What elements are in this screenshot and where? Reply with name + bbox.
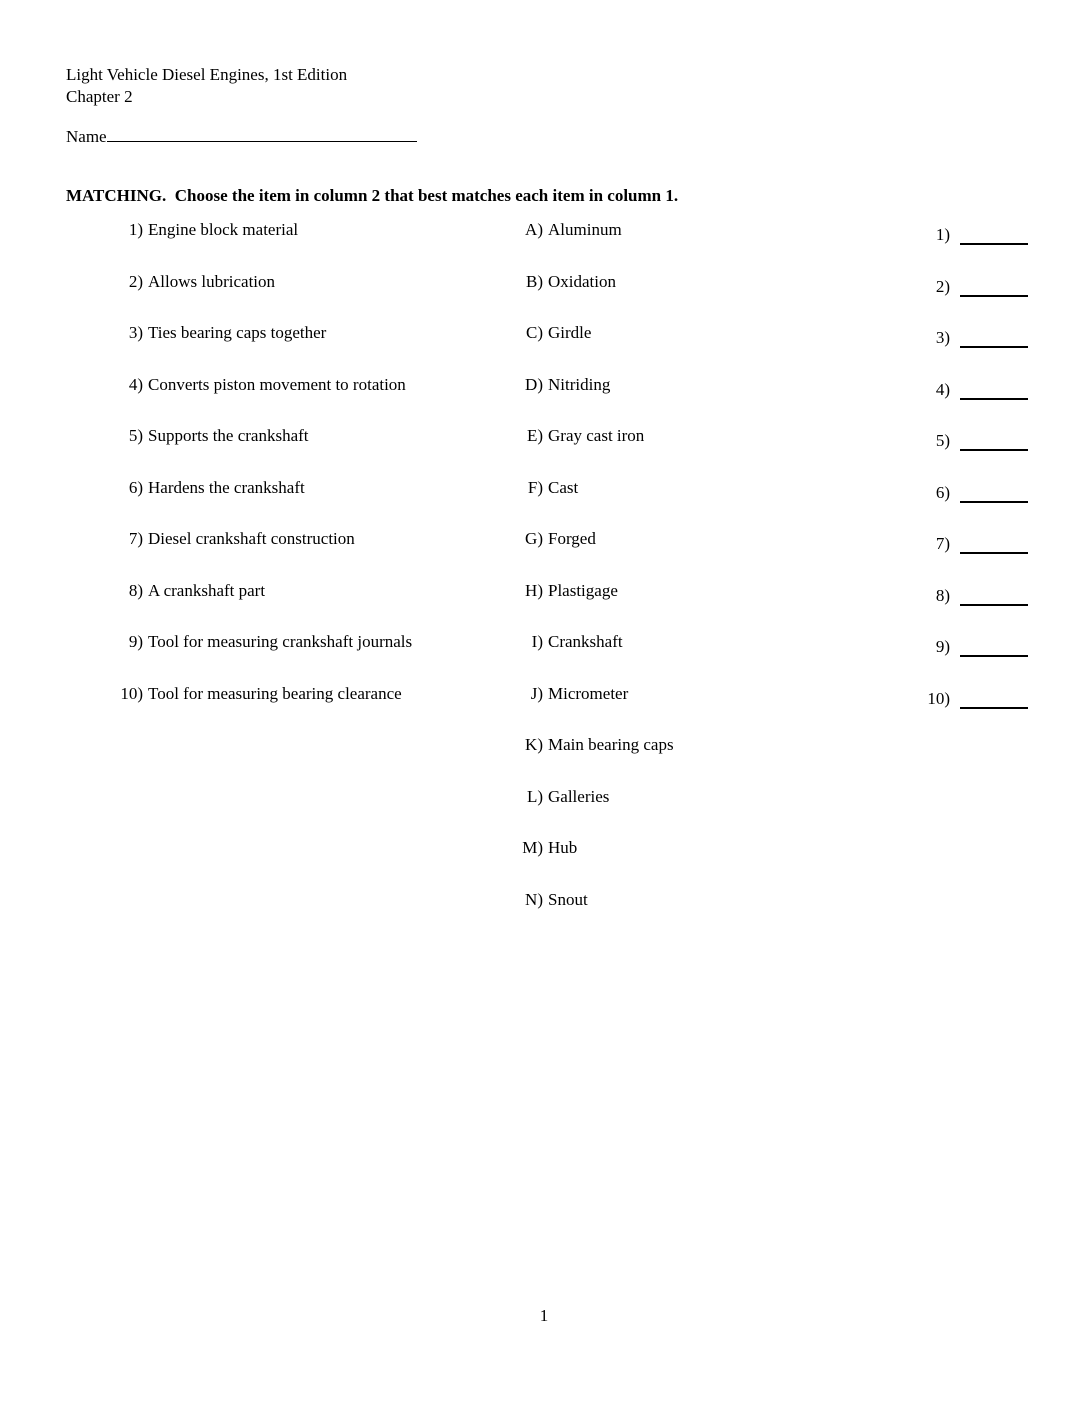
option-item [505, 323, 674, 375]
answer-number: 5) [935, 431, 950, 450]
match-item [63, 323, 412, 375]
option-letter: B) [526, 271, 543, 291]
option-text: Micrometer [548, 683, 629, 703]
option-item [505, 735, 674, 787]
matching-instructions: MATCHING. Choose the item in column 2 that best matches each item in column 1. [66, 186, 679, 205]
item-number: 8) [128, 580, 143, 600]
match-item [63, 426, 412, 478]
answer-row [862, 632, 1028, 684]
answer-blank-2[interactable] [960, 277, 1028, 297]
option-letter: L) [526, 786, 543, 806]
answer-row [862, 220, 1028, 272]
name-blank[interactable] [107, 124, 417, 142]
column1-prompts [63, 220, 412, 735]
answer-row [862, 323, 1028, 375]
option-item [505, 529, 674, 581]
option-letter: A) [525, 220, 543, 239]
option-item [505, 890, 674, 942]
item-text: Diesel crankshaft construction [148, 529, 355, 548]
item-number: 7) [128, 529, 143, 548]
answer-blank-9[interactable] [960, 637, 1028, 657]
item-text: Engine block material [148, 220, 299, 239]
option-text: Oxidation [548, 271, 616, 291]
option-letter: M) [522, 838, 543, 857]
option-letter: C) [526, 323, 543, 342]
item-text: Converts piston movement to rotation [148, 374, 406, 394]
item-number: 5) [128, 426, 143, 445]
item-text: Hardens the crankshaft [148, 477, 305, 497]
answer-blank-8[interactable] [960, 586, 1028, 606]
answer-number: 6) [935, 482, 950, 502]
document-title: Light Vehicle Diesel Engines, 1st Edition [66, 65, 348, 84]
option-item [505, 581, 674, 633]
item-text: Tool for measuring bearing clearance [148, 683, 402, 703]
option-letter: D) [525, 374, 543, 394]
item-text: A crankshaft part [148, 580, 266, 600]
match-item [63, 684, 412, 736]
option-item [505, 632, 674, 684]
answer-row [862, 272, 1028, 324]
item-number: 1) [128, 220, 143, 239]
option-item [505, 684, 674, 736]
option-letter: N) [525, 889, 543, 909]
option-letter: J) [530, 683, 543, 703]
answer-number: 2) [935, 276, 950, 296]
answer-blank-3[interactable] [960, 328, 1028, 348]
option-text: Snout [548, 889, 588, 909]
option-text: Forged [548, 529, 596, 548]
match-item [63, 272, 412, 324]
option-item [505, 426, 674, 478]
item-number: 10) [120, 683, 143, 703]
option-item [505, 787, 674, 839]
answer-number: 9) [935, 637, 950, 656]
answer-number: 4) [935, 379, 950, 399]
option-text: Girdle [548, 323, 592, 342]
match-item [63, 632, 412, 684]
answer-number: 7) [935, 534, 950, 553]
item-text: Supports the crankshaft [148, 426, 309, 445]
item-text: Allows lubrication [148, 271, 276, 291]
item-text: Ties bearing caps together [148, 323, 327, 342]
option-letter: K) [525, 735, 543, 754]
answer-number: 1) [935, 225, 950, 244]
answer-blank-10[interactable] [960, 689, 1028, 709]
option-text: Cast [548, 477, 579, 497]
name-field [66, 124, 417, 148]
answer-row [862, 529, 1028, 581]
option-letter: H) [525, 580, 543, 600]
option-letter: G) [525, 529, 543, 548]
answer-blank-1[interactable] [960, 225, 1028, 245]
answer-blank-6[interactable] [960, 483, 1028, 503]
match-item [63, 220, 412, 272]
document-header [66, 64, 347, 108]
option-text: Hub [548, 838, 578, 857]
column2-options [505, 220, 674, 941]
answer-row [862, 426, 1028, 478]
name-label: Name [66, 127, 107, 146]
option-text: Crankshaft [548, 632, 623, 651]
option-item [505, 478, 674, 530]
option-text: Nitriding [548, 374, 611, 394]
match-item [63, 375, 412, 427]
answer-row [862, 375, 1028, 427]
match-item [63, 581, 412, 633]
answer-blank-7[interactable] [960, 534, 1028, 554]
option-text: Gray cast iron [548, 426, 645, 445]
option-item [505, 272, 674, 324]
option-item [505, 375, 674, 427]
page-number: 1 [539, 1306, 549, 1325]
option-text: Main bearing caps [548, 735, 674, 754]
answer-column [862, 220, 1028, 735]
answer-number: 10) [927, 688, 950, 708]
option-letter: I) [531, 632, 543, 651]
item-number: 6) [128, 477, 143, 497]
answer-row [862, 581, 1028, 633]
option-letter: E) [526, 426, 543, 445]
answer-blank-5[interactable] [960, 431, 1028, 451]
answer-number: 8) [935, 585, 950, 605]
option-item [505, 838, 674, 890]
item-text: Tool for measuring crankshaft journals [148, 632, 413, 651]
answer-row [862, 478, 1028, 530]
item-number: 3) [128, 323, 143, 342]
item-number: 9) [128, 632, 143, 651]
answer-number: 3) [935, 328, 950, 347]
item-number: 2) [128, 271, 143, 291]
answer-blank-4[interactable] [960, 380, 1028, 400]
document-chapter: Chapter 2 [66, 87, 133, 106]
answer-row [862, 684, 1028, 736]
option-item [505, 220, 674, 272]
option-text: Galleries [548, 786, 610, 806]
option-text: Plastigage [548, 580, 618, 600]
match-item [63, 529, 412, 581]
item-number: 4) [128, 374, 143, 394]
option-text: Aluminum [548, 220, 622, 239]
match-item [63, 478, 412, 530]
option-letter: F) [527, 477, 543, 497]
